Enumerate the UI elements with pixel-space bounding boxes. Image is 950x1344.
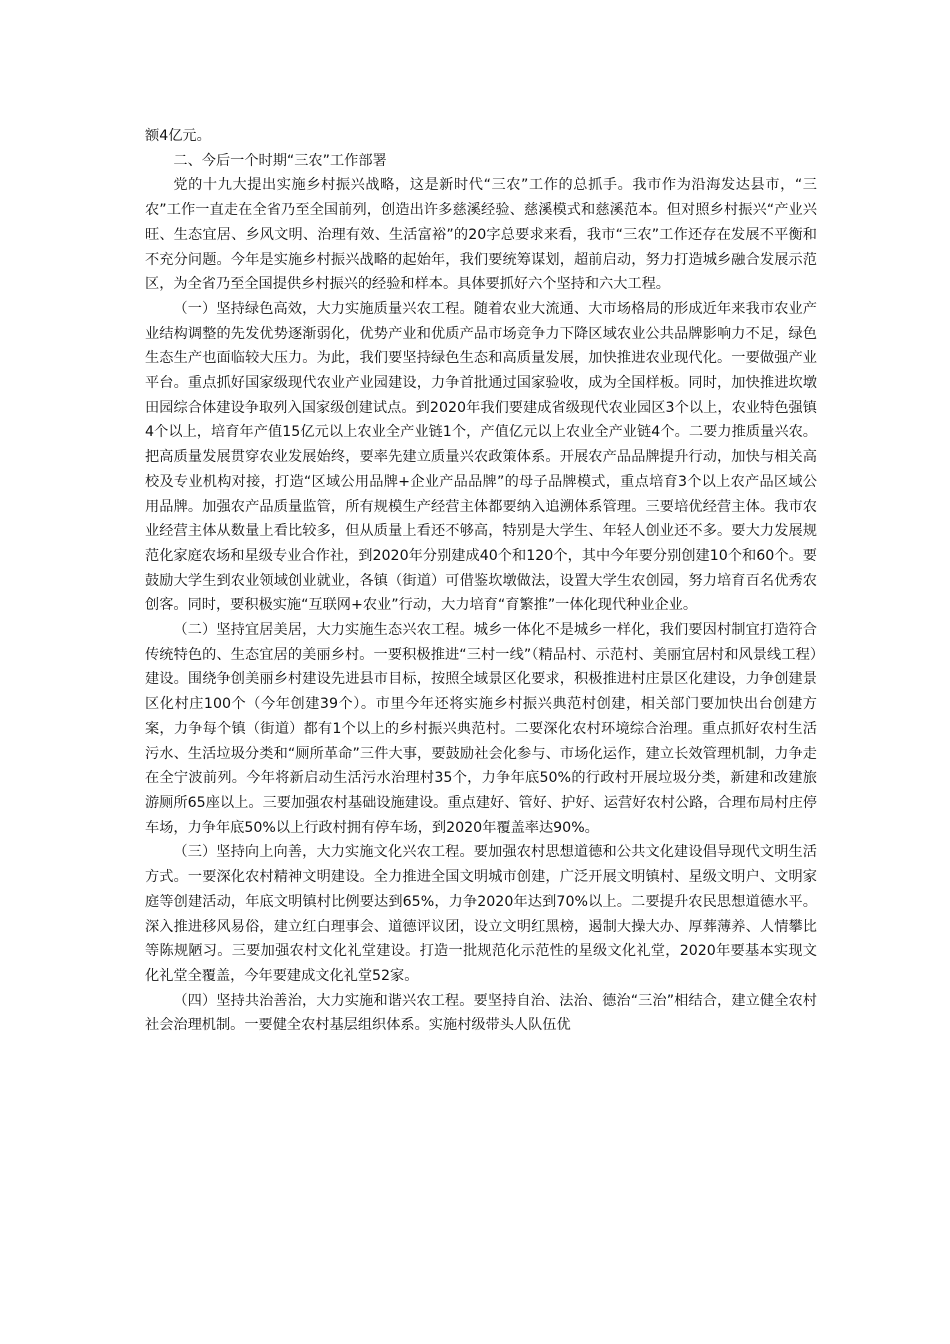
paragraph-ecological-agriculture: （二）坚持宜居美居，大力实施生态兴农工程。城乡一体化不是城乡一样化，我们要因村制宜打造符合传统特色的、生态宜居的美丽乡村。一要积极推进“三村一线”（精品村、示范村、美丽宜居村和风景线工程）建设。围绕争创美丽乡村建设先进县市目标，按照全域景区化要求，积极推进村庄景区化建设，力争创建景区化村庄100个（今年创建39个）。市里今年还将实施乡村振兴典范村创建，相关部门要加快出台创建方案，力争每个镇（街道）都有1个以上的乡村振兴典范村。二要深化农村环境综合治理。重点抓好农村生活污水、生活垃圾分类和“厕所革命”三件大事，要鼓励社会化参与、市场化运作，建立长效管理机制，力争走在全宁波前列。今年将新启动生活污水治理村35个，力争年底50%的行政村开展垃圾分类，新建和改建旅游厕所65座以上。三要加强农村基础设施建设。重点建好、管好、护好、运营好农村公路，合理布局村庄停车场，力争年底50%以上行政村拥有停车场，到2020年覆盖率达90%。 [145,622,817,836]
document-body [145,124,817,1038]
paragraph-intro: 党的十九大提出实施乡村振兴战略，这是新时代“三农”工作的总抓手。我市作为沿海发达县市，“三农”工作一直走在全省乃至全国前列，创造出许多慈溪经验、慈溪模式和慈溪范本。但对照乡村振兴“产业兴旺、生态宜居、乡风文明、治理有效、生活富裕”的20字总要求来看，我市“三农”工作还存在发展不平衡和不充分问题。今年是实施乡村振兴战略的起始年，我们要统筹谋划，超前启动，努力打造城乡融合发展示范区，为全省乃至全国提供乡村振兴的经验和样本。具体要抓好六个坚持和六大工程。 [145,177,817,293]
section-heading: 二、今后一个时期“三农”工作部署 [173,152,387,169]
paragraph-cultural-agriculture: （三）坚持向上向善，大力实施文化兴农工程。要加强农村思想道德和公共文化建设倡导现代文明生活方式。一要深化农村精神文明建设。全力推进全国文明城市创建，广泛开展文明镇村、星级文明户、文明家庭等创建活动，年底文明镇村比例要达到65%，力争2020年达到70%以上。二要提升农民思想道德水平。深入推进移风易俗，建立红白理事会、道德评议团，设立文明红黑榜，遏制大操大办、厚葬薄养、人情攀比等陈规陋习。三要加强农村文化礼堂建设。打造一批规范化示范性的星级文化礼堂，2020年要基本实现文化礼堂全覆盖，今年要建成文化礼堂52家。 [145,844,817,984]
paragraph-quality-agriculture: （一）坚持绿色高效，大力实施质量兴农工程。随着农业大流通、大市场格局的形成近年来我市农业产业结构调整的先发优势逐渐弱化，优势产业和优质产品市场竞争力下降区域农业公共品牌影响力不足，绿色生态生产也面临较大压力。为此，我们要坚持绿色生态和高质量发展，加快推进农业现代化。一要做强产业平台。重点抓好国家级现代农业产业园建设，力争首批通过国家验收，成为全国样板。同时，加快推进坎墩田园综合体建设争取列入国家级创建试点。到2020年我们要建成省级现代农业园区3个以上，农业特色强镇4个以上，培育年产值15亿元以上农业全产业链1个，产值亿元以上农业全产业链4个。二要力推质量兴农。把高质量发展贯穿农业发展始终，要率先建立质量兴农政策体系。开展农产品品牌提升行动，加快与相关高校及专业机构对接，打造“区域公用品牌+企业产品品牌”的母子品牌模式，重点培育3个以上农产品区域公用品牌。加强农产品质量监管，所有规模生产经营主体都要纳入追溯体系管理。三要培优经营主体。我市农业经营主体从数量上看比较多，但从质量上看还不够高，特别是大学生、年轻人创业还不多。要大力发展规范化家庭农场和星级专业合作社，到2020年分别建成40个和120个，其中今年要分别创建10个和60个。要鼓励大学生到农业领域创业就业，各镇（街道）可借鉴坎墩做法，设置大学生农创园，努力培育百名优秀农创客。同时，要积极实施“互联网+农业”行动，大力培育“育繁推”一体化现代种业企业。 [145,300,817,614]
paragraph-continuation: 额4亿元。 [145,128,211,144]
paragraph-harmonious-agriculture: （四）坚持共治善治，大力实施和谐兴农工程。要坚持自治、法治、德治“三治”相结合，建立健全农村社会治理机制。一要健全农村基层组织体系。实施村级带头人队伍优 [145,992,817,1034]
